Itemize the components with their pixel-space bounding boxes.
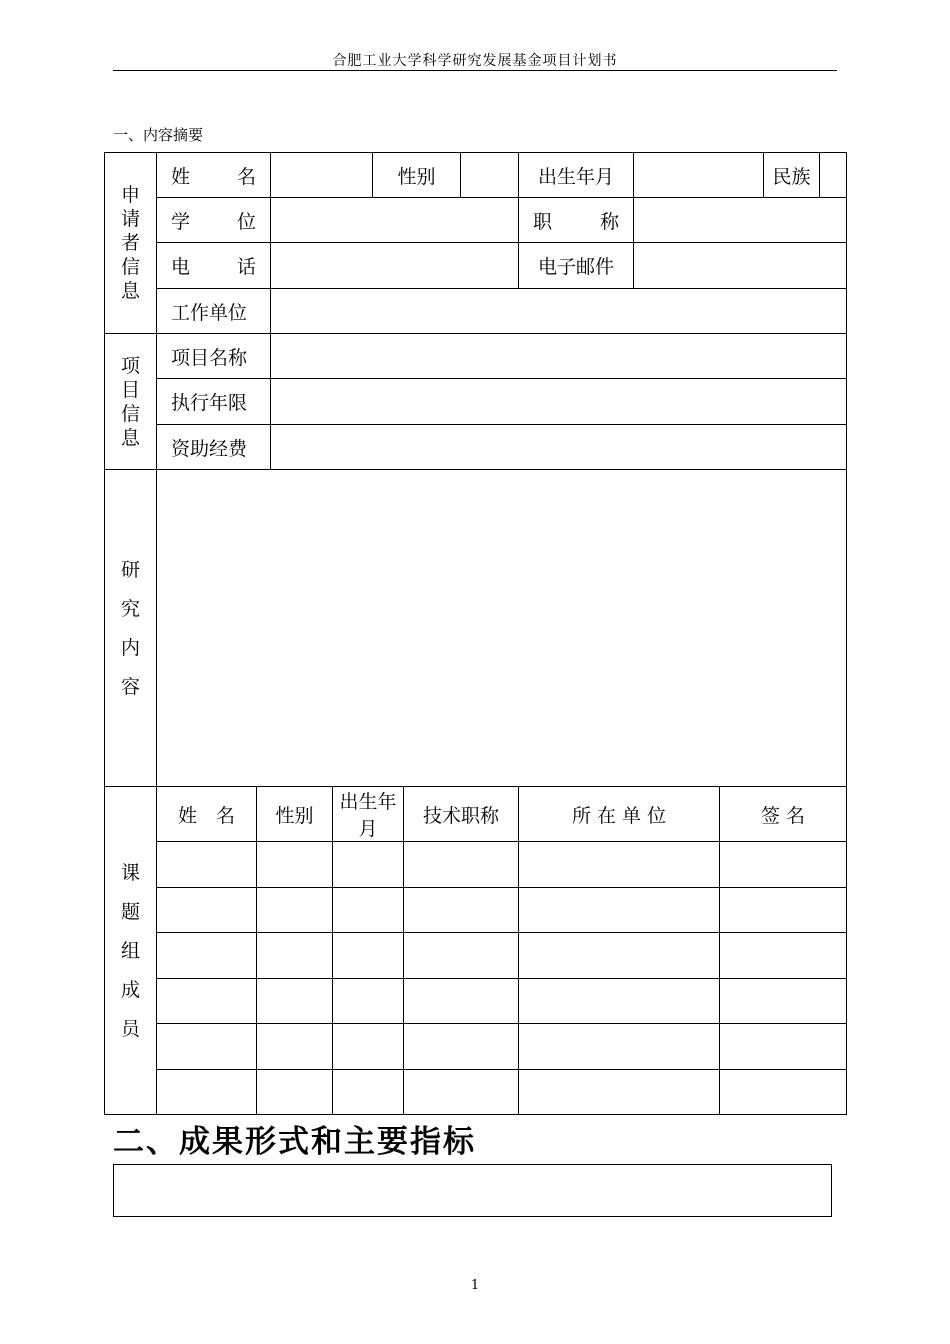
team-cell[interactable]	[157, 842, 257, 888]
team-cell[interactable]	[519, 1070, 720, 1115]
team-cell[interactable]	[257, 1070, 333, 1115]
team-header-title: 技术职称	[404, 787, 519, 842]
team-row	[105, 842, 847, 888]
employer-label: 工作单位	[157, 289, 271, 334]
job-title-field[interactable]	[634, 198, 847, 243]
header-rule	[113, 70, 837, 71]
team-cell[interactable]	[519, 842, 720, 888]
email-label: 电子邮件	[519, 243, 634, 289]
job-title-label: 职 称	[519, 198, 634, 243]
funding-field[interactable]	[271, 425, 847, 470]
research-content-label: 研 究 内 容	[105, 470, 157, 787]
birth-date-label: 出生年月	[519, 153, 634, 198]
team-cell[interactable]	[404, 1024, 519, 1070]
funding-label: 资助经费	[157, 425, 271, 470]
employer-field[interactable]	[271, 289, 847, 334]
phone-field[interactable]	[271, 243, 519, 289]
team-header-birth: 出生年月	[333, 787, 404, 842]
section-title-summary: 一、内容摘要	[113, 126, 204, 144]
team-cell[interactable]	[720, 888, 847, 933]
team-header-signature: 签 名	[720, 787, 847, 842]
team-cell[interactable]	[720, 1070, 847, 1115]
team-cell[interactable]	[720, 842, 847, 888]
team-cell[interactable]	[519, 888, 720, 933]
running-header: 合肥工业大学科学研究发展基金项目计划书	[332, 53, 618, 69]
outcomes-field[interactable]	[113, 1164, 832, 1217]
project-period-field[interactable]	[271, 379, 847, 425]
team-cell[interactable]	[257, 888, 333, 933]
team-cell[interactable]	[404, 888, 519, 933]
team-cell[interactable]	[720, 1024, 847, 1070]
team-row	[105, 1024, 847, 1070]
project-period-label: 执行年限	[157, 379, 271, 425]
ethnicity-field[interactable]	[820, 153, 847, 198]
team-row	[105, 933, 847, 979]
ethnicity-label: 民族	[764, 153, 820, 198]
team-cell[interactable]	[157, 1070, 257, 1115]
name-label: 姓 名	[157, 153, 271, 198]
team-cell[interactable]	[720, 979, 847, 1024]
degree-field[interactable]	[271, 198, 519, 243]
team-cell[interactable]	[257, 842, 333, 888]
team-cell[interactable]	[333, 979, 404, 1024]
team-cell[interactable]	[333, 842, 404, 888]
section-title-outcomes: 二、成果形式和主要指标	[113, 1124, 476, 1160]
team-cell[interactable]	[257, 1024, 333, 1070]
team-cell[interactable]	[257, 933, 333, 979]
team-cell[interactable]	[157, 979, 257, 1024]
name-field[interactable]	[271, 153, 373, 198]
team-cell[interactable]	[333, 1070, 404, 1115]
project-info-group-label: 项 目 信 息	[105, 334, 157, 470]
team-cell[interactable]	[333, 1024, 404, 1070]
team-cell[interactable]	[333, 933, 404, 979]
team-cell[interactable]	[404, 1070, 519, 1115]
project-name-field[interactable]	[271, 334, 847, 379]
team-cell[interactable]	[404, 842, 519, 888]
team-row	[105, 1070, 847, 1115]
team-cell[interactable]	[157, 1024, 257, 1070]
team-row	[105, 979, 847, 1024]
applicant-info-group-label: 申 请 者 信 息	[105, 153, 157, 334]
team-cell[interactable]	[157, 933, 257, 979]
gender-field[interactable]	[461, 153, 519, 198]
team-members-group-label: 课 题 组 成 员	[105, 787, 157, 1115]
team-cell[interactable]	[157, 888, 257, 933]
birth-date-field[interactable]	[634, 153, 764, 198]
team-cell[interactable]	[257, 979, 333, 1024]
team-row	[105, 888, 847, 933]
team-cell[interactable]	[333, 888, 404, 933]
team-header-name: 姓 名	[157, 787, 257, 842]
degree-label: 学 位	[157, 198, 271, 243]
phone-label: 电 话	[157, 243, 271, 289]
email-field[interactable]	[634, 243, 847, 289]
team-cell[interactable]	[519, 979, 720, 1024]
team-cell[interactable]	[404, 933, 519, 979]
research-content-field[interactable]	[157, 470, 847, 787]
team-cell[interactable]	[519, 1024, 720, 1070]
team-cell[interactable]	[519, 933, 720, 979]
team-header-gender: 性别	[257, 787, 333, 842]
project-name-label: 项目名称	[157, 334, 271, 379]
team-cell[interactable]	[720, 933, 847, 979]
team-cell[interactable]	[404, 979, 519, 1024]
page-number: 1	[470, 1278, 480, 1293]
team-header-unit: 所 在 单 位	[519, 787, 720, 842]
summary-form-table	[104, 152, 847, 1115]
gender-label: 性别	[373, 153, 461, 198]
